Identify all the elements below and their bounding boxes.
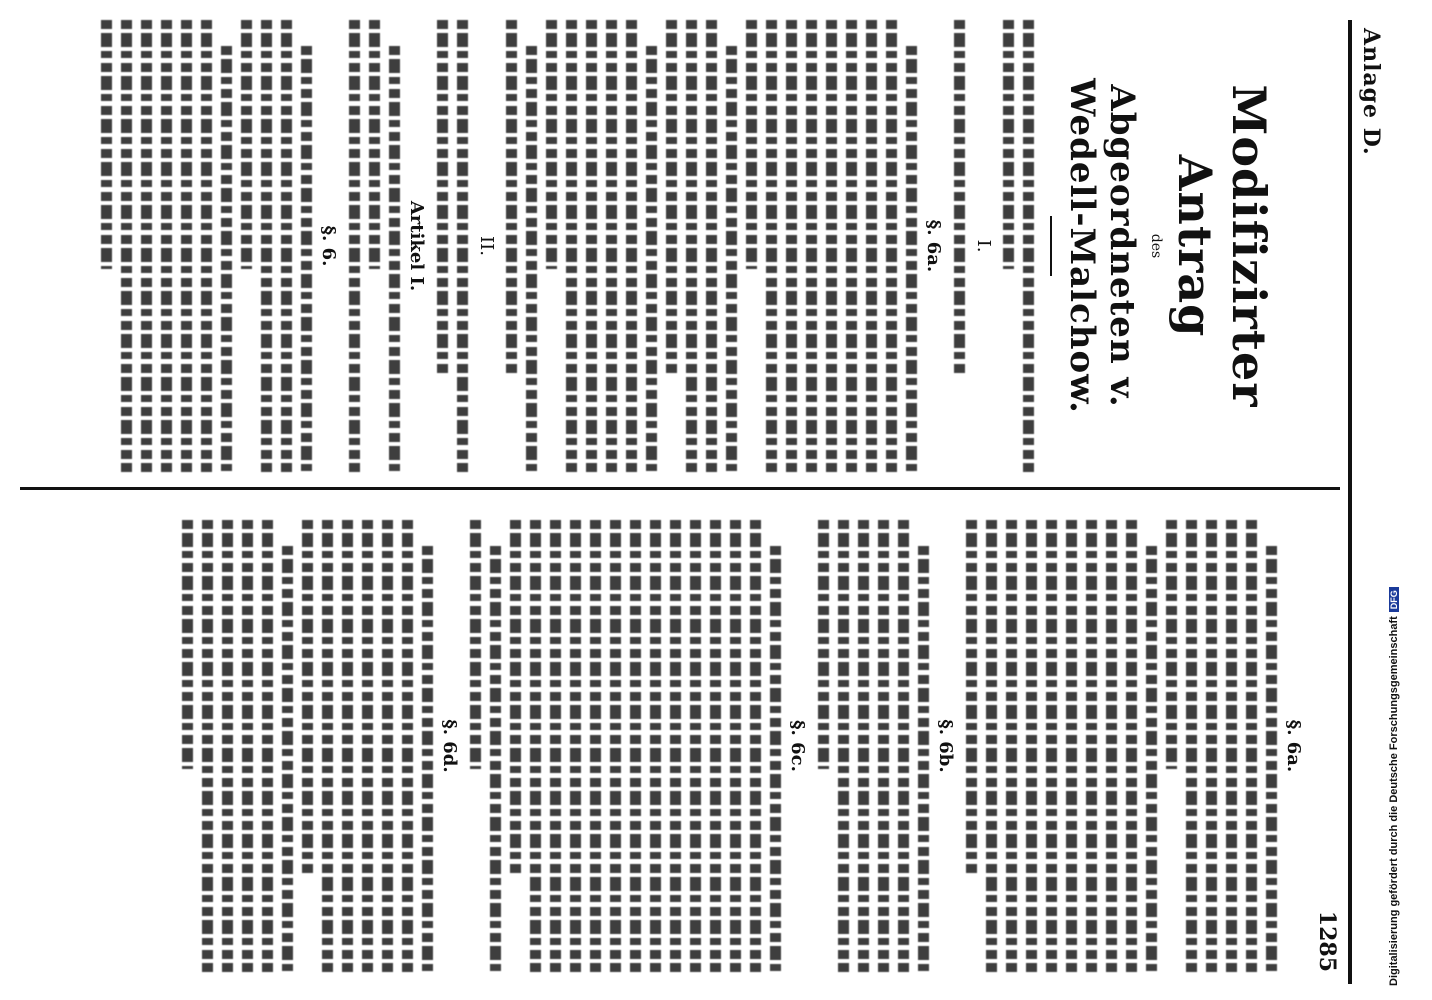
text-line xyxy=(1126,520,1137,972)
text-line xyxy=(161,20,172,472)
text-line xyxy=(918,546,929,972)
right-column xyxy=(173,520,1340,972)
text-line xyxy=(986,520,997,972)
paragraph-heading: §. 6a. xyxy=(1283,719,1304,773)
section-number: I. xyxy=(973,239,994,253)
text-line xyxy=(846,20,857,472)
text-line xyxy=(1186,520,1197,972)
article-heading: Artikel I. xyxy=(406,200,427,292)
text-line xyxy=(342,520,353,972)
title-rule xyxy=(1050,216,1052,276)
section-number: II. xyxy=(476,236,497,256)
text-line xyxy=(838,520,849,972)
text-line xyxy=(606,20,617,472)
text-line xyxy=(506,20,517,373)
text-line xyxy=(526,46,537,472)
text-line xyxy=(530,520,541,972)
text-line xyxy=(666,20,677,373)
paragraph-heading: §. 6a. xyxy=(923,219,944,273)
text-line xyxy=(422,546,433,972)
text-line xyxy=(362,520,373,972)
text-line xyxy=(590,520,601,972)
text-line xyxy=(766,20,777,472)
text-line xyxy=(1046,520,1057,972)
paragraph-heading: §. 6c. xyxy=(787,720,808,772)
text-line xyxy=(1006,520,1017,972)
text-line xyxy=(1166,520,1177,769)
text-line xyxy=(1106,520,1117,972)
column-divider xyxy=(20,487,1340,490)
text-line xyxy=(866,20,877,472)
text-line xyxy=(750,520,761,972)
text-line xyxy=(878,520,889,972)
digitization-note xyxy=(1388,0,1432,1000)
text-line xyxy=(1023,20,1034,472)
text-line xyxy=(201,20,212,472)
header-rule xyxy=(1348,20,1352,984)
text-line xyxy=(630,520,641,972)
text-line xyxy=(650,520,661,972)
text-line xyxy=(786,20,797,472)
text-line xyxy=(282,546,293,972)
paragraph-heading: §. 6b. xyxy=(935,719,956,773)
text-line xyxy=(586,20,597,472)
text-line xyxy=(301,46,312,472)
text-line xyxy=(646,46,657,472)
annex-label: Anlage D. xyxy=(1358,28,1384,156)
text-line xyxy=(686,20,697,472)
text-line xyxy=(457,20,468,472)
text-line xyxy=(818,520,829,769)
text-line xyxy=(389,46,400,472)
text-line xyxy=(1146,546,1157,972)
text-line xyxy=(382,520,393,972)
text-line xyxy=(181,20,192,472)
text-line xyxy=(1086,520,1097,972)
text-line xyxy=(222,520,233,972)
text-line xyxy=(1226,520,1237,972)
text-line xyxy=(710,520,721,972)
page-number: 1285 xyxy=(1314,910,1340,972)
document-title: Modifizirter Antrag xyxy=(1168,84,1276,408)
text-line xyxy=(1026,520,1037,972)
text-line xyxy=(826,20,837,472)
text-line xyxy=(1266,546,1277,972)
text-line xyxy=(966,520,977,873)
text-line xyxy=(141,20,152,472)
text-line xyxy=(242,520,253,972)
text-line xyxy=(437,20,448,373)
text-line xyxy=(706,20,717,472)
text-line xyxy=(490,546,501,972)
left-column xyxy=(92,20,1340,472)
text-line xyxy=(261,20,272,472)
text-line xyxy=(1246,520,1257,972)
text-line xyxy=(726,46,737,472)
text-line xyxy=(1066,520,1077,972)
text-line xyxy=(262,520,273,972)
text-line xyxy=(670,520,681,972)
title-connector: des xyxy=(1148,233,1164,259)
text-line xyxy=(349,20,360,472)
text-line xyxy=(610,520,621,972)
text-line xyxy=(1003,20,1014,269)
text-line xyxy=(570,520,581,972)
text-line xyxy=(470,520,481,769)
text-line xyxy=(954,20,965,373)
text-line xyxy=(806,20,817,472)
text-line xyxy=(1206,520,1217,972)
text-line xyxy=(550,520,561,972)
text-line xyxy=(770,546,781,972)
text-line xyxy=(566,20,577,472)
text-line xyxy=(221,46,232,472)
text-line xyxy=(182,520,193,769)
text-line xyxy=(369,20,380,269)
dfg-logo: DFG xyxy=(1389,587,1399,612)
text-line xyxy=(281,20,292,472)
text-line xyxy=(241,20,252,269)
text-line xyxy=(546,20,557,269)
text-line xyxy=(322,520,333,972)
text-line xyxy=(858,520,869,972)
text-line xyxy=(886,20,897,472)
text-line xyxy=(302,520,313,873)
text-line xyxy=(730,520,741,972)
text-line xyxy=(690,520,701,972)
text-line xyxy=(898,520,909,972)
text-line xyxy=(101,20,112,269)
text-line xyxy=(402,520,413,972)
digitization-credit: Digitalisierung gefördert durch die Deutsche Forschungsgemeinschaft xyxy=(1388,616,1400,986)
paragraph-heading: §. 6d. xyxy=(439,719,460,773)
text-line xyxy=(202,520,213,972)
text-line xyxy=(746,20,757,269)
author-heading: Abgeordneten v. Wedell-Malchow. xyxy=(1062,78,1142,414)
paragraph-heading: §. 6. xyxy=(318,225,339,267)
text-line xyxy=(121,20,132,472)
text-line xyxy=(906,46,917,472)
text-line xyxy=(510,520,521,873)
text-line xyxy=(626,20,637,472)
